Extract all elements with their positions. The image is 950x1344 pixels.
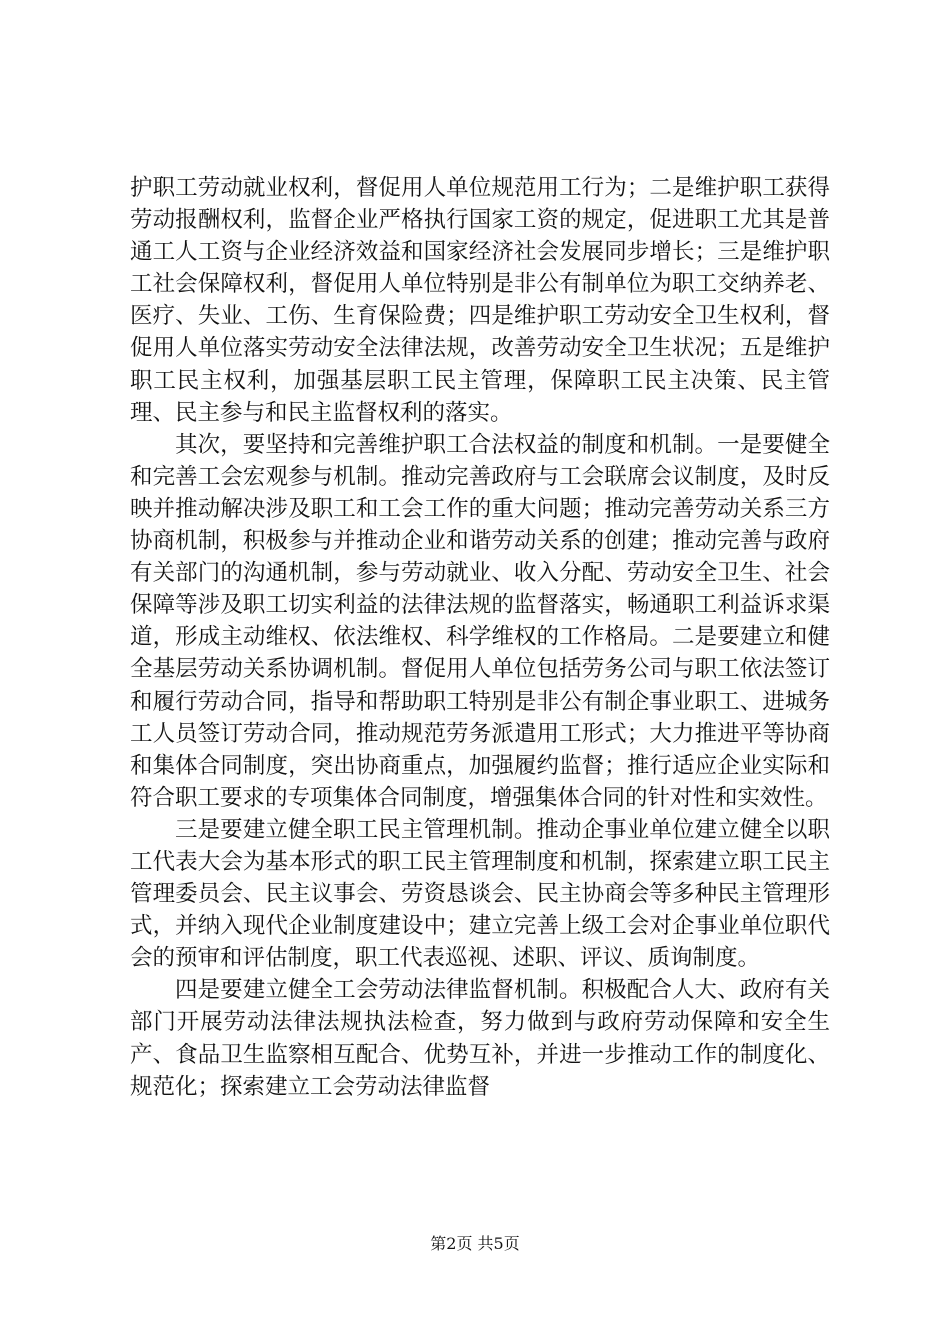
paragraph-mechanisms: 其次，要坚持和完善维护职工合法权益的制度和机制。一是要健全和完善工会宏观参与机制。推动完善政府与工会联席会议制度，及时反映并推动解决涉及职工和工会工作的重大问题；推动完善劳动关系三方协商机制，积极参与并推动企业和谐劳动关系的创建；推动完善与政府有关部门的沟通机制，参与劳动就业、收入分配、劳动安全卫生、社会保障等涉及职工切实利益的法律法规的监督落实，畅通职工利益诉求渠道，形成主动维权、依法维权、科学维权的工作格局。二是要建立和健全基层劳动关系协调机制。督促用人单位包括劳务公司与职工依法签订和履行劳动合同，指导和帮助职工特别是非公有制企事业职工、进城务工人员签订劳动合同，推动规范劳务派遣用工形式；大力推进平等协商和集体合同制度，突出协商重点，加强履约监督；推行适应企业实际和符合职工要求的专项集体合同制度，增强集体合同的针对性和实效性。 <box>130 431 830 811</box>
paragraph-labor-law-supervision: 四是要建立健全工会劳动法律监督机制。积极配合人大、政府有关部门开展劳动法律法规执法检查，努力做到与政府劳动保障和安全生产、食品卫生监察相互配合、优势互补，并进一步推动工作的制度化、规范化；探索建立工会劳动法律监督 <box>130 977 830 1100</box>
paragraph-democratic-management: 三是要建立健全职工民主管理机制。推动企事业单位建立健全以职工代表大会为基本形式的职工民主管理制度和机制，探索建立职工民主管理委员会、民主议事会、劳资恳谈会、民主协商会等多种民主管理形式，并纳入现代企业制度建设中；建立完善上级工会对企事业单位职代会的预审和评估制度，职工代表巡视、述职、评议、质询制度。 <box>130 816 830 972</box>
paragraph-rights-list: 护职工劳动就业权利，督促用人单位规范用工行为；二是维护职工获得劳动报酬权利，监督企业严格执行国家工资的规定，促进职工尤其是普通工人工资与企业经济效益和国家经济社会发展同步增长；三是维护职工社会保障权利，督促用人单位特别是非公有制单位为职工交纳养老、医疗、失业、工伤、生育保险费；四是维护职工劳动安全卫生权利，督促用人单位落实劳动安全法律法规，改善劳动安全卫生状况；五是维护职工民主权利，加强基层职工民主管理，保障职工民主决策、民主管理、民主参与和民主监督权利的落实。 <box>130 175 830 426</box>
page-number-label: 第2页 共5页 <box>430 1234 520 1253</box>
document-body <box>130 172 830 1103</box>
page-footer <box>0 1234 950 1254</box>
